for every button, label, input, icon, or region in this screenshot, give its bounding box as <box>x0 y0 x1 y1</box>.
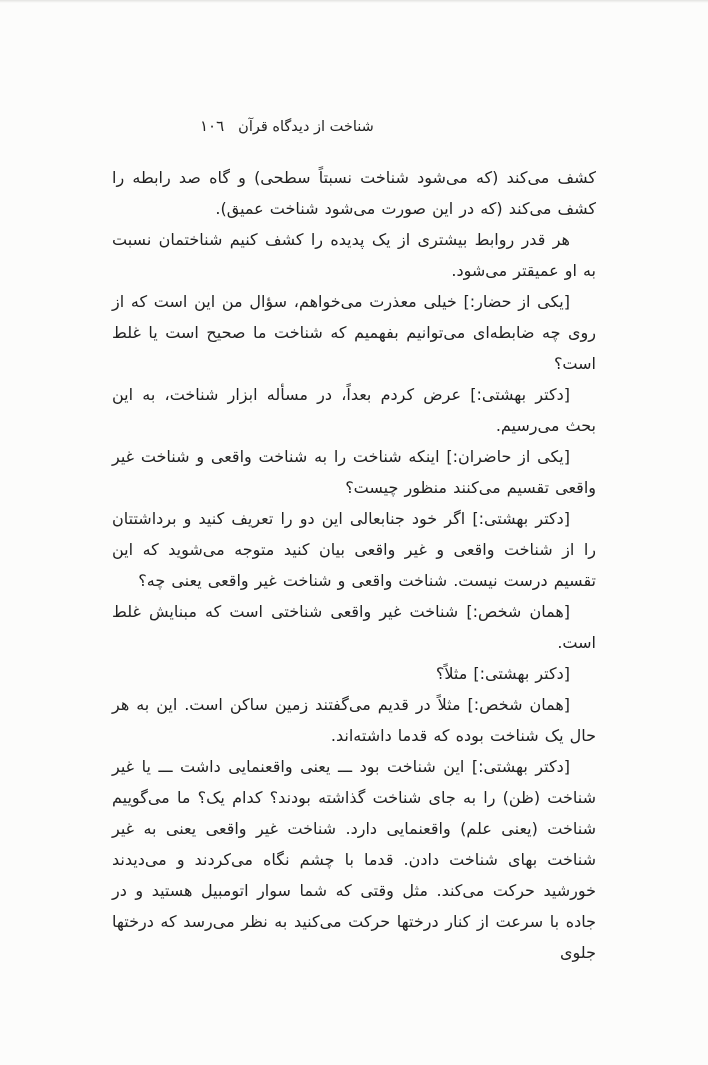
page-header <box>200 117 374 135</box>
paragraph: [یکی از حضار:] خیلی معذرت می‌خواهم، سؤال من این است که از روی چه ضابطه‌ای می‌توانیم بفهمیم که شناخت ما صحیح است یا غلط است؟ <box>112 292 596 373</box>
page-number: ١٠٦ <box>200 117 225 135</box>
paragraph: هر قدر روابط بیشتری از یک پدیده را کشف کنیم شناختمان نسبت به او عمیقتر می‌شود. <box>112 230 596 280</box>
paragraph: کشف می‌کند (که می‌شود شناخت نسبتاً سطحی) و گاه صد رابطه را کشف می‌کند (که در این صورت می‌شود شناخت عمیق). <box>112 168 596 218</box>
book-title: شناخت از دیدگاه قرآن <box>238 119 374 135</box>
paragraph: [دکتر بهشتی:] اگر خود جنابعالی این دو را تعریف کنید و برداشتتان را از شناخت واقعی و غیر واقعی بیان کنید متوجه می‌شوید که این تقسیم درست نیست. شناخت واقعی و شناخت غیر واقعی یعنی چه؟ <box>112 509 596 590</box>
paragraph: [همان شخص:] شناخت غیر واقعی شناختی است که مبنایش غلط است. <box>112 602 596 652</box>
paragraph: [دکتر بهشتی:] عرض کردم بعداً، در مسأله ابزار شناخت، به این بحث می‌رسیم. <box>112 385 596 435</box>
paragraph: [دکتر بهشتی:] مثلاً؟ <box>435 664 570 683</box>
paragraph: [یکی از حاضران:] اینکه شناخت را به شناخت واقعی و شناخت غیر واقعی تقسیم می‌کنند منظور چیست؟ <box>112 447 596 497</box>
paragraph: [دکتر بهشتی:] این شناخت بود ـــ یعنی واقعنمایی داشت ـــ یا غیر شناخت (ظن) را به جای شناخت گذاشته بودند؟ کدام یک؟ ما می‌گوییم شناخت (یعنی علم) واقعنمایی دارد. شناخت غیر واقعی یعنی به غیر شناخت بهای شناخت دادن. قدما با چشم نگاه می‌کردند و می‌دیدند خورشید حرکت می‌کند. مثل وقتی که شما سوار اتومبیل هستید و در جاده با سرعت از کنار درختها حرکت می‌کنید به نظر می‌رسد که درختها جلوی <box>112 757 596 962</box>
paragraph: [همان شخص:] مثلاً در قدیم می‌گفتند زمین ساکن است. این به هر حال یک شناخت بوده که قدما داشته‌اند. <box>112 695 596 745</box>
text-block <box>112 162 596 968</box>
scan-edge <box>0 0 708 3</box>
